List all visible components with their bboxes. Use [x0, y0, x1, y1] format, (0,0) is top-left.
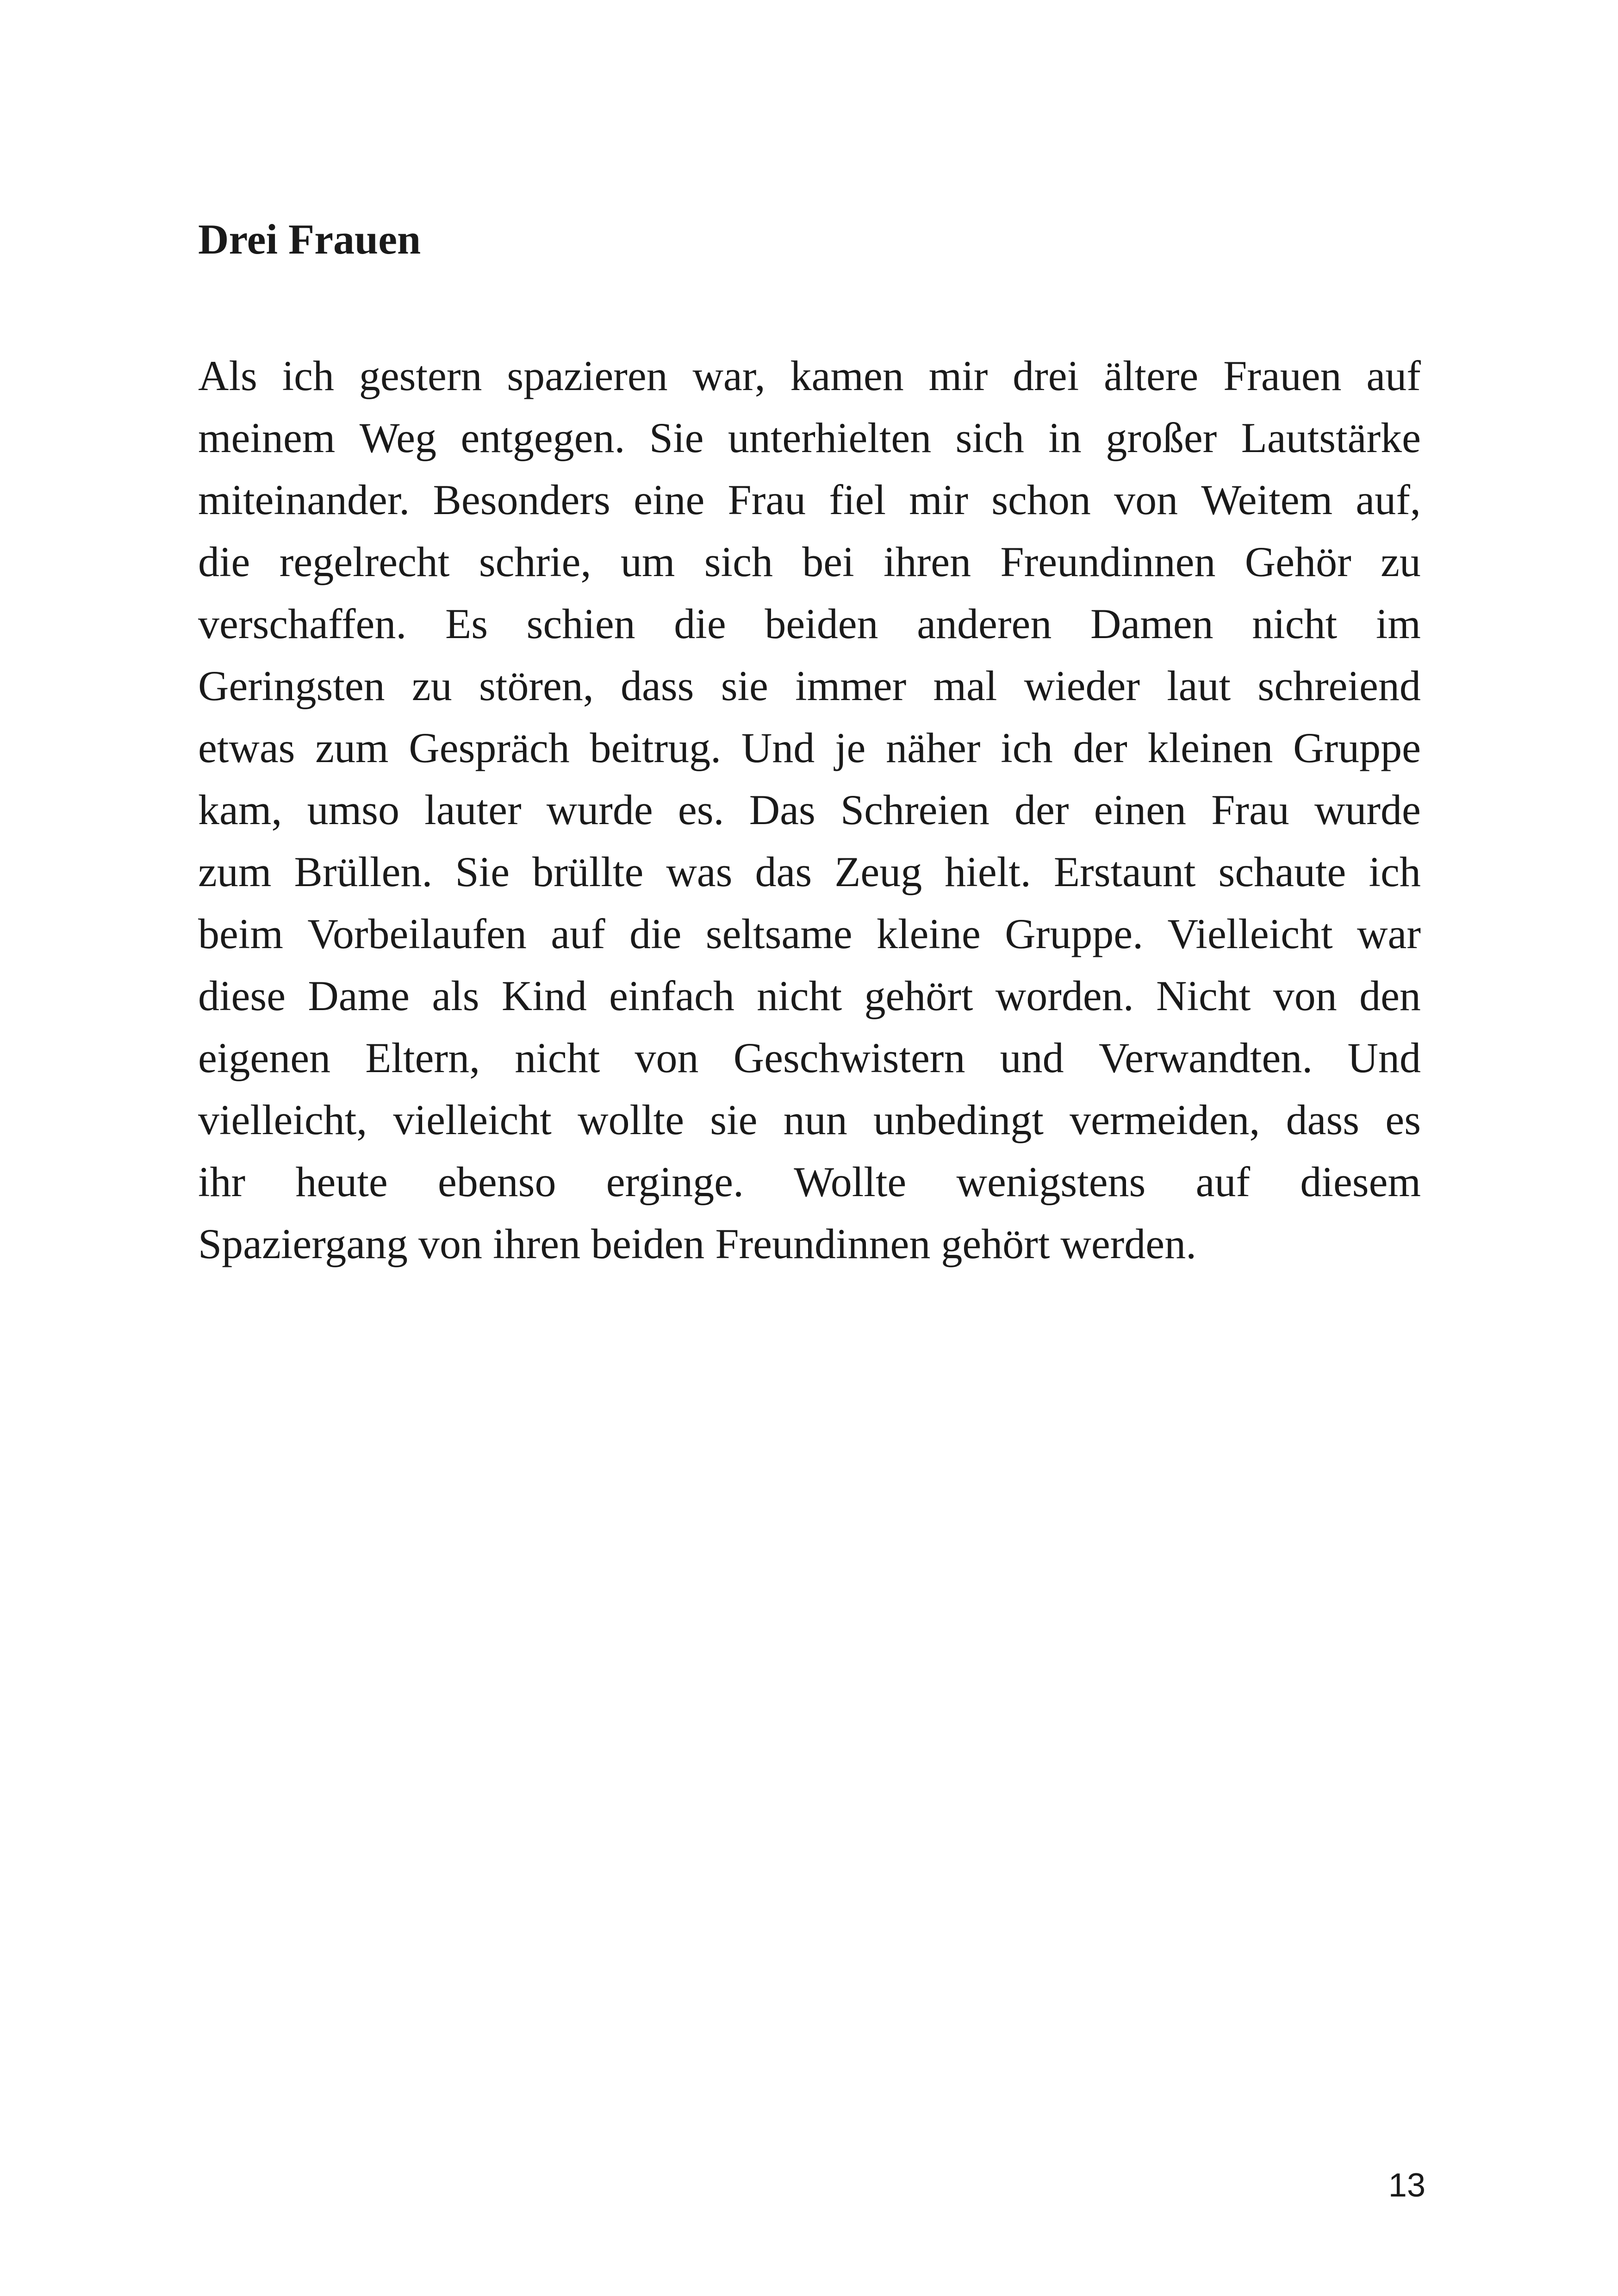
word: Gespräch [409, 724, 570, 771]
word: großer [1106, 414, 1217, 461]
word: nicht [1252, 600, 1338, 647]
word: die [629, 910, 682, 957]
word: sich [955, 414, 1024, 461]
word: seltsame [705, 910, 853, 957]
word: beitrug. [590, 724, 722, 771]
word: ihren [884, 538, 971, 585]
word: um [620, 538, 675, 585]
word: Brüllen. [294, 848, 433, 895]
word: ältere [1104, 352, 1199, 399]
word: erginge. [606, 1158, 744, 1205]
word: meinem [198, 414, 336, 461]
word: nicht [757, 972, 842, 1019]
word: näher [886, 724, 981, 771]
word: von [635, 1034, 699, 1081]
word: schrie, [479, 538, 591, 585]
word: das [755, 848, 812, 895]
word: ihren [493, 1220, 581, 1267]
word: Lautstärke [1241, 414, 1421, 461]
word: der [1073, 724, 1127, 771]
word: Frauen [1223, 352, 1342, 399]
word: wollte [578, 1096, 685, 1143]
word: Vielleicht [1167, 910, 1333, 957]
word: Wollte [794, 1158, 907, 1205]
word: ihr [198, 1158, 246, 1205]
word: dass [1286, 1096, 1360, 1143]
word: wenigstens [956, 1158, 1146, 1205]
word: sich [704, 538, 773, 585]
word: Weitem [1201, 476, 1333, 523]
word: anderen [917, 600, 1052, 647]
word: von [1273, 972, 1337, 1019]
word: beim [198, 910, 283, 957]
paragraph-line [198, 841, 1421, 903]
word: schien [526, 600, 635, 647]
word: Erstaunt [1053, 848, 1196, 895]
paragraph-line [198, 779, 1421, 841]
word: Vorbeilaufen [307, 910, 527, 957]
word: etwas [198, 724, 295, 771]
word: mal [933, 662, 997, 709]
word: nicht [515, 1034, 600, 1081]
word: hielt. [945, 848, 1031, 895]
paragraph-line [198, 345, 1421, 407]
word: unbedingt [873, 1096, 1044, 1143]
word: gehört [864, 972, 973, 1019]
word: war [1357, 910, 1421, 957]
word: je [835, 724, 866, 771]
word: Geringsten [198, 662, 385, 709]
word: vielleicht [393, 1096, 552, 1143]
paragraph-line [198, 593, 1421, 655]
word: Und [741, 724, 815, 771]
word: lauter [424, 786, 522, 833]
word: Verwandten. [1098, 1034, 1313, 1081]
word: Nicht [1156, 972, 1251, 1019]
word: was [666, 848, 733, 895]
word: umso [307, 786, 399, 833]
word: regelrecht [279, 538, 450, 585]
word: mir [909, 476, 968, 523]
word: auf [1366, 352, 1421, 399]
word: Frau [1211, 786, 1289, 833]
word: heute [295, 1158, 388, 1205]
word: vielleicht, [198, 1096, 367, 1143]
word: Gruppe [1293, 724, 1421, 771]
word: den [1359, 972, 1421, 1019]
word: wieder [1024, 662, 1140, 709]
word: wurde [1314, 786, 1421, 833]
word: im [1375, 600, 1421, 647]
word: fiel [829, 476, 886, 523]
word: Frau [728, 476, 806, 523]
word: Spaziergang [198, 1220, 408, 1267]
word: sie [721, 662, 768, 709]
word: miteinander. [198, 476, 410, 523]
word: dass [621, 662, 694, 709]
word: kleine [877, 910, 981, 957]
paragraph-line [198, 655, 1421, 717]
paragraph-line [198, 1027, 1421, 1089]
word: es [1385, 1096, 1421, 1143]
word: war, [692, 352, 765, 399]
word: werden. [1060, 1220, 1197, 1267]
word: diesem [1300, 1158, 1421, 1205]
word: kamen [790, 352, 904, 399]
word: der [1014, 786, 1069, 833]
word: ich [1001, 724, 1053, 771]
word: einfach [609, 972, 734, 1019]
word: worden. [995, 972, 1134, 1019]
word: diese [198, 972, 286, 1019]
word: Sie [455, 848, 510, 895]
word: brüllte [532, 848, 644, 895]
word: stören, [479, 662, 594, 709]
word: zu [1381, 538, 1421, 585]
word: auf, [1356, 476, 1421, 523]
word: mir [928, 352, 988, 399]
word: zum [315, 724, 389, 771]
word: Damen [1090, 600, 1214, 647]
word: die [674, 600, 726, 647]
word: unterhielten [728, 414, 932, 461]
word: und [1000, 1034, 1064, 1081]
paragraph-line [198, 407, 1421, 469]
paragraph-line [198, 717, 1421, 779]
word: Gruppe. [1005, 910, 1144, 957]
word: Freundinnen [1000, 538, 1216, 585]
word: Schreien [840, 786, 989, 833]
word: ich [282, 352, 335, 399]
word: gehört [941, 1220, 1050, 1267]
word: Zeug [834, 848, 922, 895]
word: die [198, 538, 250, 585]
word: schreiend [1257, 662, 1421, 709]
word: ebenso [438, 1158, 556, 1205]
paragraph-line [198, 469, 1421, 531]
paragraph-line [198, 531, 1421, 593]
word: in [1048, 414, 1082, 461]
word: vermeiden, [1070, 1096, 1260, 1143]
word: Es [445, 600, 488, 647]
word: Dame [308, 972, 410, 1019]
word: von [1114, 476, 1178, 523]
word: laut [1167, 662, 1231, 709]
word: ich [1369, 848, 1421, 895]
word: Gehör [1245, 538, 1351, 585]
word: kam, [198, 786, 282, 833]
word: sie [710, 1096, 758, 1143]
word: Freundinnen [715, 1220, 931, 1267]
word: eine [634, 476, 705, 523]
page-number: 13 [1388, 2167, 1425, 2204]
page-title: Drei Frauen [198, 216, 421, 263]
word: bei [802, 538, 854, 585]
word: wurde [546, 786, 653, 833]
word: Geschwistern [733, 1034, 965, 1081]
word: kleinen [1147, 724, 1273, 771]
word: schon [991, 476, 1091, 523]
word: Sie [649, 414, 704, 461]
paragraph-line [198, 1089, 1421, 1151]
word: eigenen [198, 1034, 331, 1081]
word: verschaffen. [198, 600, 407, 647]
word: zum [198, 848, 272, 895]
paragraph-line [198, 965, 1421, 1027]
paragraph-line [198, 903, 1421, 965]
word: es. [678, 786, 724, 833]
word: Besonders [433, 476, 610, 523]
word: als [432, 972, 479, 1019]
word: Als [198, 352, 257, 399]
word: Das [749, 786, 815, 833]
word: Und [1347, 1034, 1421, 1081]
word: Kind [501, 972, 587, 1019]
word: auf [551, 910, 605, 957]
word: Eltern, [365, 1034, 480, 1081]
paragraph-line [198, 1213, 1421, 1275]
word: einen [1094, 786, 1186, 833]
word: von [418, 1220, 483, 1267]
word: drei [1013, 352, 1079, 399]
word: zu [411, 662, 452, 709]
word: Weg [359, 414, 437, 461]
word: beiden [591, 1220, 705, 1267]
word: spazieren [507, 352, 668, 399]
paragraph-line [198, 1151, 1421, 1213]
word: schaute [1218, 848, 1346, 895]
word: beiden [765, 600, 878, 647]
word: gestern [359, 352, 482, 399]
word: nun [783, 1096, 847, 1143]
word: immer [795, 662, 907, 709]
word: auf [1195, 1158, 1251, 1205]
word: entgegen. [461, 414, 625, 461]
